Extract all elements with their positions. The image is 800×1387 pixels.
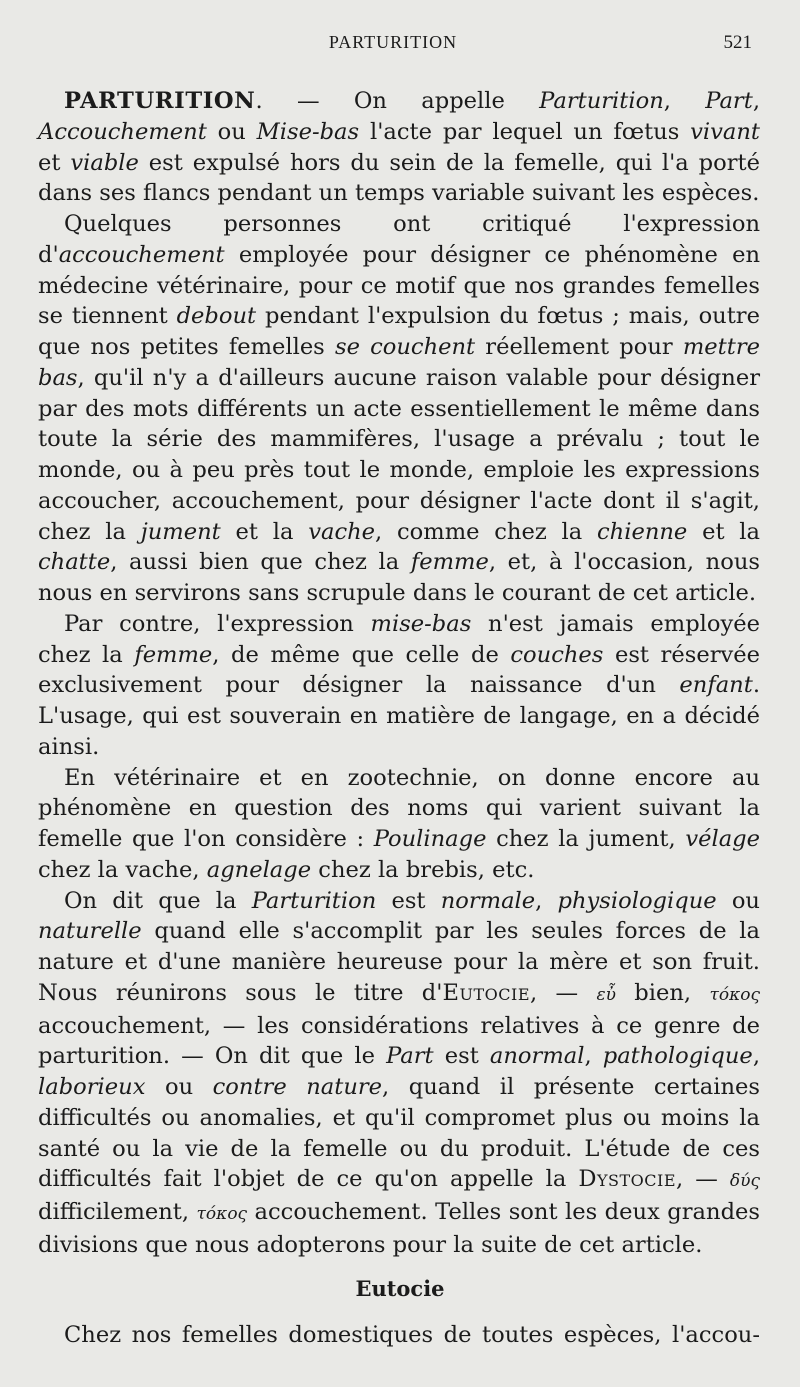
paragraph-terminology: Quelques personnes ont critiqué l'expression d'accouchement employée pour désigner ce phénomène en médecine vétérinaire, pour ce motif que nos grandes femelles se tiennent debout pendant l'expulsion du fœtus ; mais, outre que nos petites femelles se couchent réellement pour mettre bas, qu'il n'y a d'ailleurs aucune raison valable pour désigner par des mots différents un acte essentiellement le même dans toute la série des mammifères, l'usage a prévalu ; tout le monde, ou à peu près tout le monde, emploie les expressions accoucher, accouchement, pour désigner l'acte dont il s'agit, chez la jument et la vache, comme chez la chienne et la chatte, aussi bien que chez la femme, et, à l'occasion, nous nous en servirons sans scrupule dans le courant de cet article. [38,211,761,606]
entry-term: PARTURITION [64,88,256,114]
running-title: PARTURITION [328,32,458,52]
page-header [0,32,800,62]
greek-word: δύς [729,1171,760,1192]
term-dystocie: Dystocie [578,1166,677,1193]
paragraph-eutocie-dystocie: On dit que la Parturition est normale, physiologique ou naturelle quand elle s'accomplit par les seules forces de la nature et d'une manière heureuse pour la mère et son fruit. Nous réunirons sous le titre d'Eutocie, — εὖ bien, τόκος accouchement, — les considérations relatives à ce genre de parturition. — On dit que le Part est anormal, pathologique, laborieux ou contre nature, quand il présente certaines difficultés ou anomalies, et qu'il compromet plus ou moins la santé ou la vie de la femelle ou du produit. L'étude de ces difficultés fait l'objet de ce qu'on appelle la Dystocie, — δύς difficilement, τόκος accouchement. Telles sont les deux grandes divisions que nous adopterons pour la suite de cet article. [38,887,760,1258]
page-number: 521 [723,32,752,53]
greek-word: τόκος [709,984,760,1005]
greek-word: τόκος [196,1204,248,1224]
paragraph-eutocie-start: Chez nos femelles domestiques de toutes espèces, l'accou- [64,1322,760,1348]
term-eutocie: Eutocie [442,979,530,1006]
section-heading: Eutocie [355,1276,445,1301]
paragraph-zootechnie: En vétérinaire et en zootechnie, on donne encore au phénomène en question des noms qui varient suivant la femelle que l'on considère : Poulinage chez la jument, vélage chez la vache, agnelage chez la brebis, etc. [38,764,760,883]
body-text [38,86,760,1261]
paragraph-mise-bas: Par contre, l'expression mise-bas n'est jamais employée chez la femme, de même que celle de couches est réservée exclusivement pour désigner la naissance d'un enfant. L'usage, qui est souverain en matière de langage, en a décidé ainsi. [38,610,761,760]
greek-word: εὖ [596,984,616,1005]
paragraph-definition: PARTURITION. — On appelle Parturition, Part, Accouchement ou Mise-bas l'acte par lequel un fœtus vivant et viable est expulsé hors du sein de la femelle, qui l'a porté dans ses flancs pendant un temps variable suivant les espèces. [38,88,760,207]
